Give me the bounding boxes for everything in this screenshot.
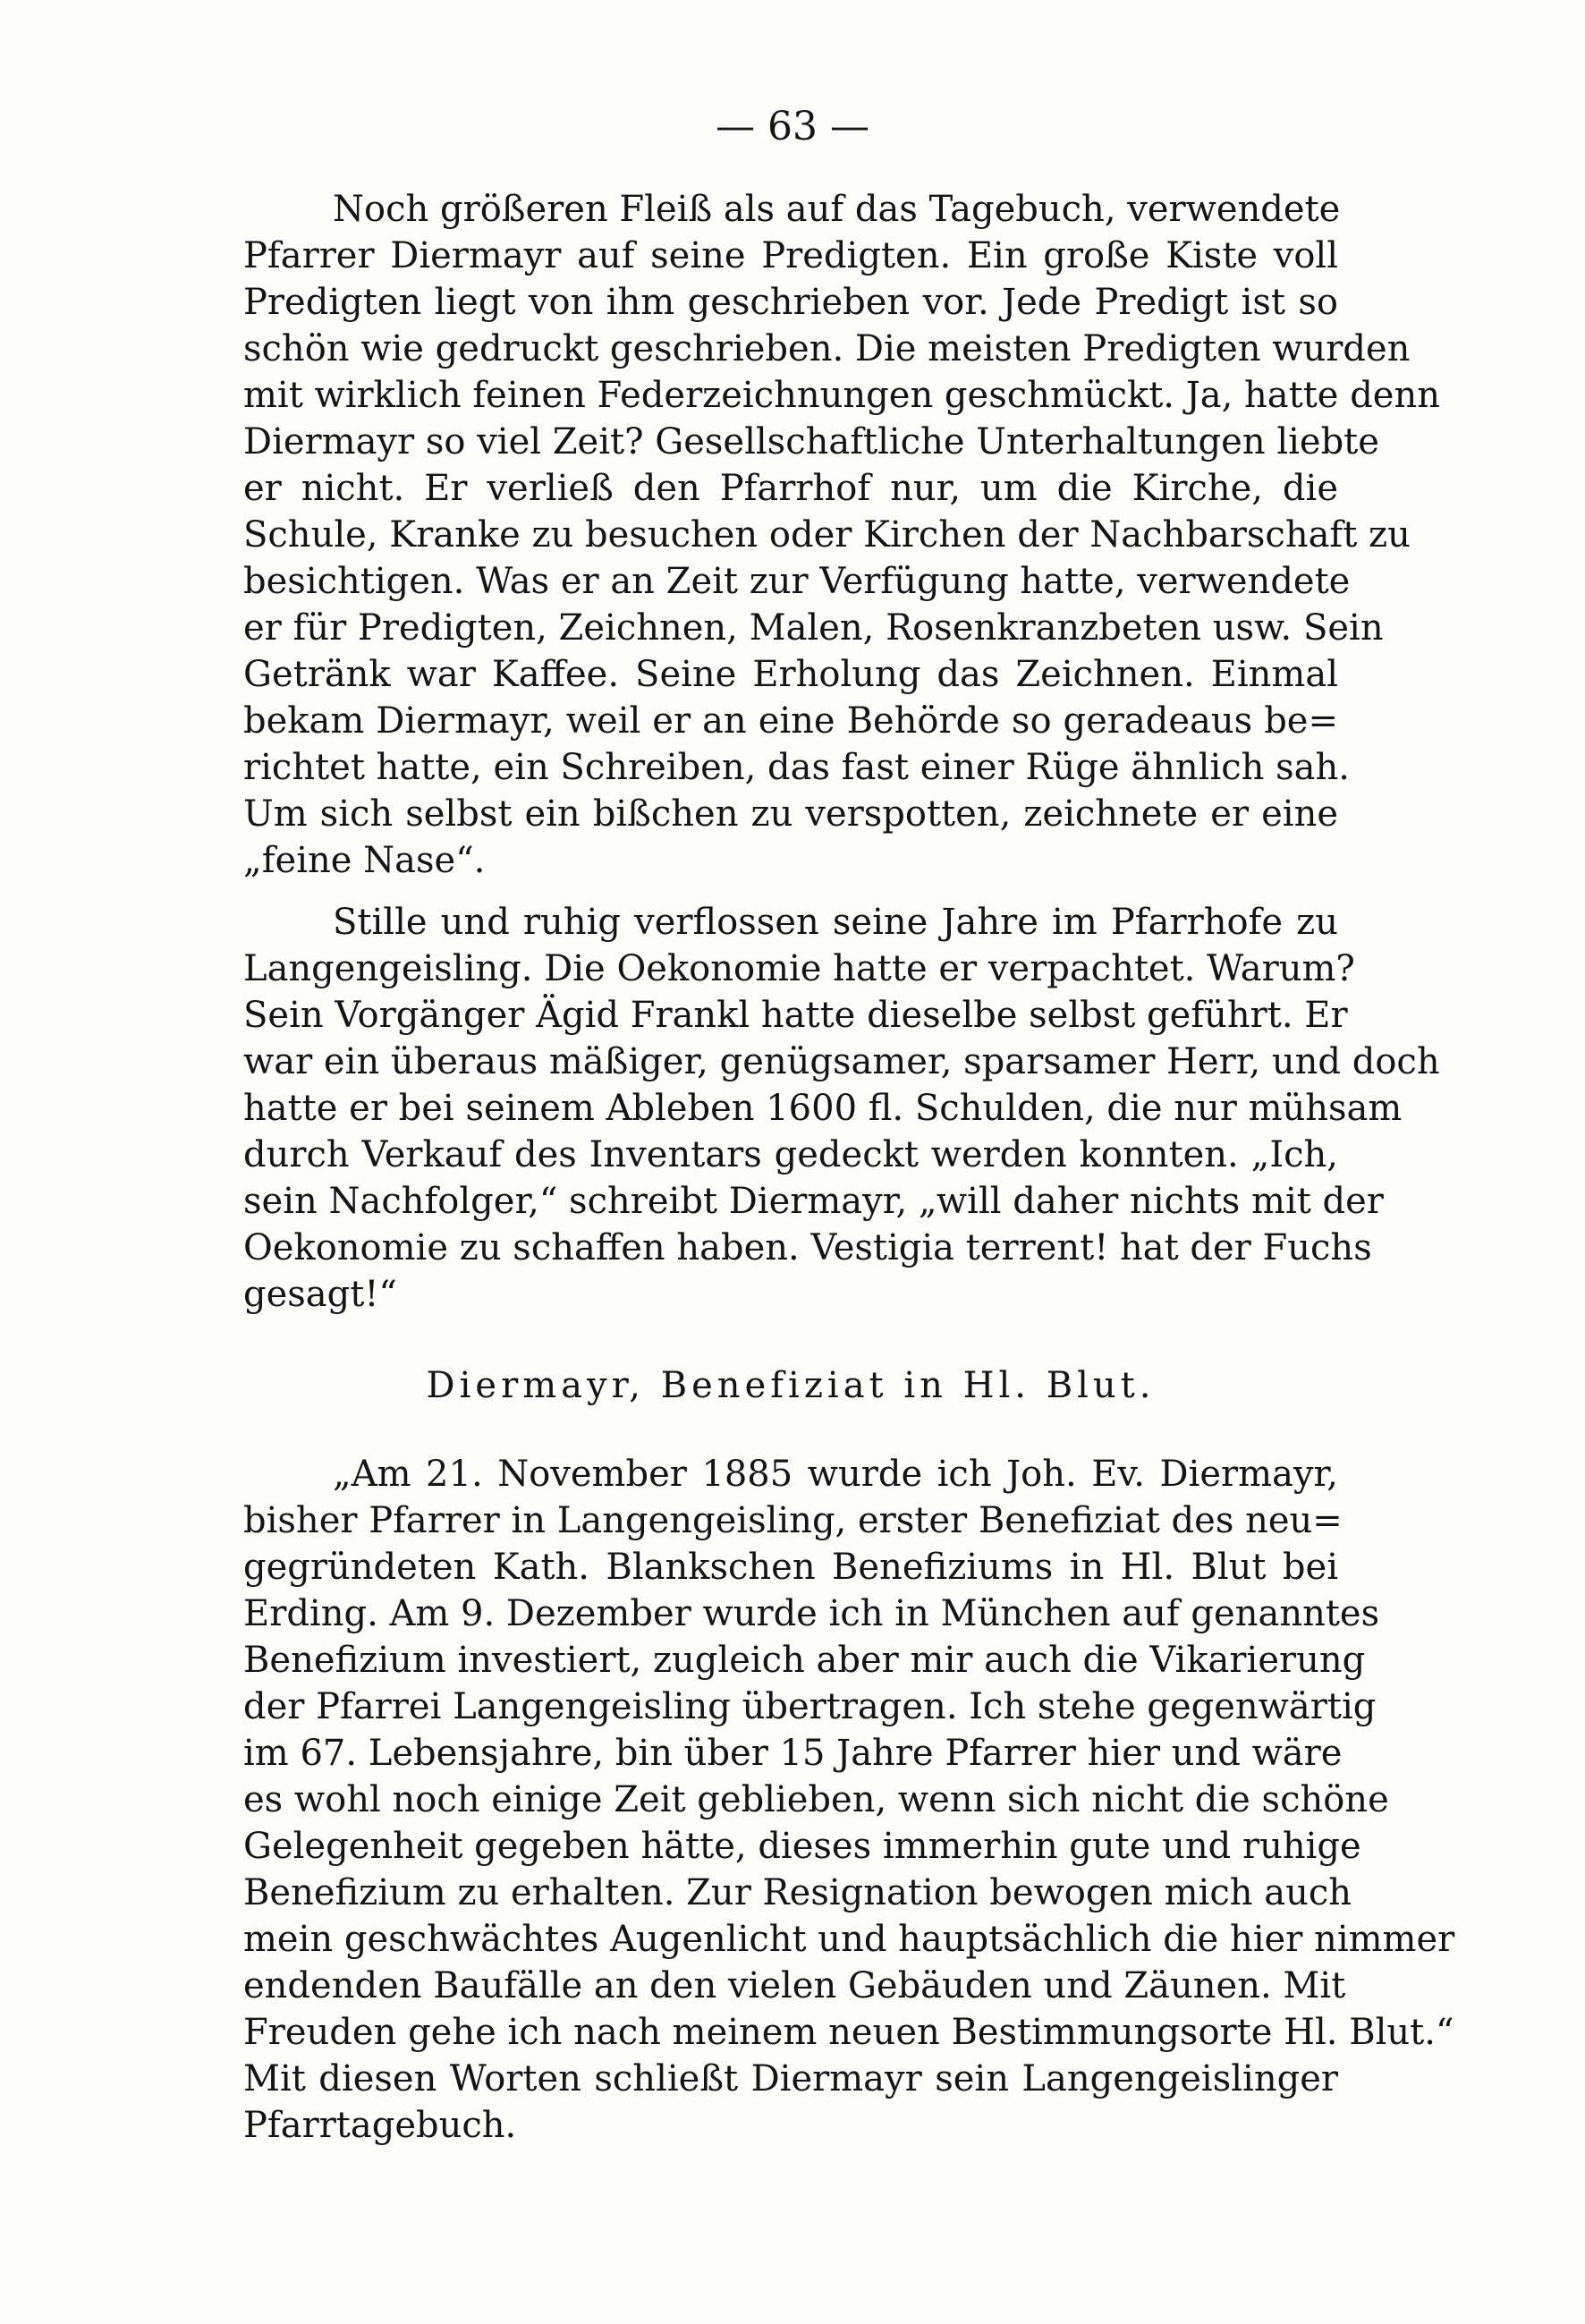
text-line: Um sich selbst ein bißchen zu verspotten, zeichnete er eine [243, 793, 1338, 835]
text-line: Schule, Kranke zu besuchen oder Kirchen der Nachbarschaft zu [243, 514, 1411, 556]
text-line: es wohl noch einige Zeit geblieben, wenn sich nicht die schöne [243, 1779, 1389, 1820]
text-line: schön wie gedruckt geschrieben. Die meisten Predigten wurden [243, 328, 1411, 369]
text-line: sein Nachfolger,“ schreibt Diermayr, „will daher nichts mit der [243, 1181, 1384, 1222]
text-line: Getränk war Kaffee. Seine Erholung das Zeichnen. Einmal [243, 654, 1338, 695]
text-line: bisher Pfarrer in Langengeisling, erster Benefiziat des neu= [243, 1500, 1343, 1541]
text-line: besichtigen. Was er an Zeit zur Verfügung hatte, verwendete [243, 561, 1351, 602]
text-line: „feine Nase“. [243, 840, 486, 881]
text-line: mein geschwächtes Augenlicht und hauptsächlich die hier nimmer [243, 1919, 1455, 1960]
text-line: war ein überaus mäßiger, genügsamer, sparsamer Herr, und doch [243, 1041, 1440, 1082]
text-line: Freuden gehe ich nach meinem neuen Bestimmungsorte Hl. Blut.“ [243, 2012, 1454, 2053]
text-line: Mit diesen Worten schließt Diermayr sein Langengeislinger [243, 2058, 1338, 2099]
text-line: hatte er bei seinem Ableben 1600 fl. Schulden, die nur mühsam [243, 1088, 1403, 1129]
text-line: Benefizium investiert, zugleich aber mir auch die Vikarierung [243, 1640, 1366, 1681]
text-line: der Pfarrei Langengeisling übertragen. Ich stehe gegenwärtig [243, 1686, 1377, 1727]
section-heading: Diermayr, Benefiziat in Hl. Blut. [426, 1365, 1156, 1406]
text-line: richtet hatte, ein Schreiben, das fast einer Rüge ähnlich sah. [243, 747, 1350, 788]
text-line: Pfarrer Diermayr auf seine Predigten. Ein große Kiste voll [243, 235, 1338, 276]
page-number: — 63 — [716, 104, 869, 149]
text-line: er nicht. Er verließ den Pfarrhof nur, um die Kirche, die [243, 468, 1338, 509]
text-line: Langengeisling. Die Oekonomie hatte er verpachtet. Warum? [243, 948, 1355, 989]
text-line: Sein Vorgänger Ägid Frankl hatte dieselbe selbst geführt. Er [243, 995, 1348, 1036]
text-line: bekam Diermayr, weil er an eine Behörde so geradeaus be= [243, 700, 1338, 742]
text-line: Stille und ruhig verflossen seine Jahre im Pfarrhofe zu [333, 902, 1338, 943]
text-line: gegründeten Kath. Blankschen Benefiziums in Hl. Blut bei [243, 1547, 1338, 1588]
text-line: endenden Baufälle an den vielen Gebäuden und Zäunen. Mit [243, 1965, 1346, 2006]
text-line: im 67. Lebensjahre, bin über 15 Jahre Pfarrer hier und wäre [243, 1733, 1343, 1774]
text-line: Pfarrtagebuch. [243, 2105, 517, 2146]
text-line: „Am 21. November 1885 wurde ich Joh. Ev. Diermayr, [333, 1454, 1338, 1495]
text-line: Benefizium zu erhalten. Zur Resignation bewogen mich auch [243, 1872, 1352, 1913]
text-line: Oekonomie zu schaffen haben. Vestigia terrent! hat der Fuchs [243, 1227, 1372, 1268]
text-line: Noch größeren Fleiß als auf das Tagebuch, verwendete [333, 189, 1341, 230]
text-line: Diermayr so viel Zeit? Gesellschaftliche Unterhaltungen liebte [243, 421, 1379, 462]
text-line: durch Verkauf des Inventars gedeckt werden konnten. „Ich, [243, 1134, 1338, 1175]
text-line: gesagt!“ [243, 1274, 397, 1315]
text-line: mit wirklich feinen Federzeichnungen geschmückt. Ja, hatte denn [243, 375, 1440, 416]
text-line: Predigten liegt von ihm geschrieben vor. Jede Predigt ist so [243, 282, 1338, 323]
text-line: er für Predigten, Zeichnen, Malen, Rosenkranzbeten usw. Sein [243, 607, 1384, 649]
text-line: Gelegenheit gegeben hätte, dieses immerhin gute und ruhige [243, 1826, 1361, 1867]
text-line: Erding. Am 9. Dezember wurde ich in München auf genanntes [243, 1593, 1380, 1634]
